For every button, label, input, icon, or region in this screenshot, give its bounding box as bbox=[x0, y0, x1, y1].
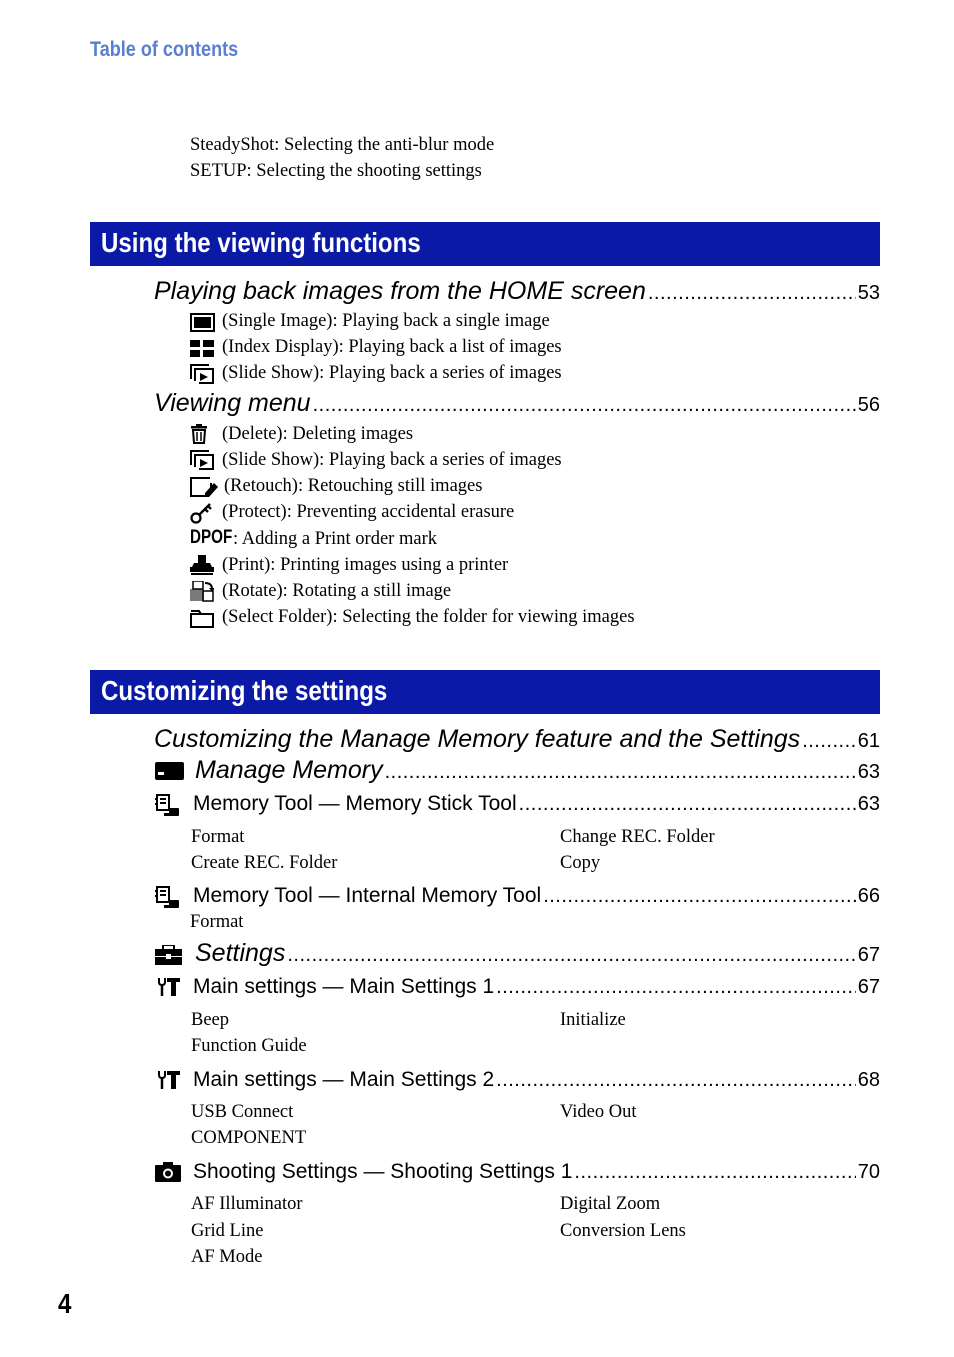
toc-subitem: Copy bbox=[560, 853, 601, 873]
toc-subitem: Beep bbox=[191, 1010, 230, 1030]
toc-subitem: Format bbox=[190, 912, 244, 932]
memory-card-icon bbox=[155, 762, 184, 780]
dot-leader bbox=[648, 282, 856, 305]
toc-subitem: Function Guide bbox=[191, 1036, 307, 1056]
page-number: 4 bbox=[58, 1288, 72, 1319]
dot-leader bbox=[496, 976, 856, 999]
toc-page-number: 53 bbox=[857, 282, 880, 304]
toc-subitem: Change REC. Folder bbox=[560, 827, 715, 847]
toc-subitem: (Slide Show): Playing back a series of images bbox=[222, 450, 562, 470]
toc-subitem: Video Out bbox=[560, 1102, 637, 1122]
single-image-icon bbox=[190, 313, 215, 332]
trash-icon bbox=[191, 424, 207, 444]
index-display-icon bbox=[190, 339, 214, 358]
toc-entry-title: Main settings — Main Settings 2 bbox=[193, 1068, 495, 1091]
memory-tool-icon bbox=[155, 794, 181, 818]
main-settings-icon bbox=[157, 977, 181, 997]
toc-entry-main-settings-2[interactable] bbox=[193, 1068, 880, 1092]
toc-subitem: Initialize bbox=[560, 1010, 626, 1030]
toc-entry-title: Viewing menu bbox=[154, 389, 311, 417]
toc-entry-title: Main settings — Main Settings 1 bbox=[193, 975, 495, 998]
toc-entry-title: Settings bbox=[195, 939, 286, 967]
toc-entry-title: Customizing the Manage Memory feature and the Settings bbox=[154, 725, 801, 753]
dot-leader bbox=[543, 885, 856, 908]
slide-show-icon bbox=[190, 450, 215, 471]
toc-page-number: 67 bbox=[857, 944, 880, 966]
dot-leader bbox=[496, 1069, 856, 1092]
toc-entry-title: Manage Memory bbox=[195, 756, 383, 784]
rotate-icon bbox=[190, 581, 214, 602]
slide-show-icon bbox=[190, 364, 215, 385]
toc-page-number: 56 bbox=[857, 394, 880, 416]
dot-leader bbox=[519, 793, 856, 816]
toc-entry-internal-memory-tool[interactable] bbox=[193, 884, 880, 908]
toc-page-number: 63 bbox=[857, 761, 880, 783]
dot-leader bbox=[802, 730, 856, 753]
toc-entry-viewing-menu[interactable] bbox=[154, 389, 880, 418]
section-title: Using the viewing functions bbox=[101, 227, 421, 258]
toc-subitem: (Slide Show): Playing back a series of images bbox=[222, 363, 562, 383]
toc-subitem: AF Mode bbox=[191, 1247, 263, 1267]
dot-leader bbox=[313, 394, 856, 417]
toc-subitem: Create REC. Folder bbox=[191, 853, 338, 873]
toc-page-number: 68 bbox=[857, 1069, 880, 1091]
dot-leader bbox=[574, 1161, 855, 1184]
toc-entry-manage-memory[interactable] bbox=[195, 756, 880, 785]
toc-subitem: AF Illuminator bbox=[191, 1194, 303, 1214]
dot-leader bbox=[385, 761, 856, 784]
toc-subitem: USB Connect bbox=[191, 1102, 294, 1122]
toolbox-icon bbox=[155, 945, 182, 966]
dot-leader bbox=[287, 944, 855, 967]
toc-page-number: 61 bbox=[857, 730, 880, 752]
folder-icon bbox=[190, 608, 214, 628]
toc-subitem: Digital Zoom bbox=[560, 1194, 661, 1214]
retouch-icon bbox=[190, 477, 219, 498]
section-title: Customizing the settings bbox=[101, 675, 388, 706]
toc-page-number: 63 bbox=[857, 793, 880, 815]
toc-subitem: (Select Folder): Selecting the folder for viewing images bbox=[222, 607, 635, 627]
page-header-title: Table of contents bbox=[90, 38, 239, 61]
toc-entry-settings[interactable] bbox=[195, 939, 880, 968]
toc-page-number: 67 bbox=[857, 976, 880, 998]
toc-subitem: (Single Image): Playing back a single image bbox=[222, 311, 550, 331]
toc-subitem: Grid Line bbox=[191, 1221, 264, 1241]
key-icon bbox=[190, 503, 212, 524]
toc-entry-memory-stick-tool[interactable] bbox=[193, 792, 880, 816]
toc-entry-customizing[interactable] bbox=[154, 725, 880, 754]
section-banner bbox=[90, 222, 880, 266]
toc-entry-title: Playing back images from the HOME screen bbox=[154, 277, 646, 305]
toc-entry-playing-back[interactable] bbox=[154, 277, 880, 306]
main-settings-icon bbox=[157, 1070, 181, 1090]
toc-subitem: (Rotate): Rotating a still image bbox=[222, 581, 452, 601]
toc-entry-main-settings-1[interactable] bbox=[193, 975, 880, 999]
memory-tool-icon bbox=[155, 886, 181, 910]
toc-subitem: (Retouch): Retouching still images bbox=[224, 476, 483, 496]
toc-page-number: 70 bbox=[857, 1161, 880, 1183]
toc-subitem: (Protect): Preventing accidental erasure bbox=[222, 502, 515, 522]
intro-line: SETUP: Selecting the shooting settings bbox=[190, 161, 482, 181]
toc-entry-title: Memory Tool — Internal Memory Tool bbox=[193, 884, 542, 907]
toc-page-number: 66 bbox=[857, 885, 880, 907]
print-icon bbox=[190, 555, 214, 576]
toc-entry-shooting-settings-1[interactable] bbox=[193, 1160, 880, 1184]
toc-subitem: Conversion Lens bbox=[560, 1221, 686, 1241]
camera-icon bbox=[155, 1162, 181, 1182]
toc-subitem: COMPONENT bbox=[191, 1128, 307, 1148]
toc-entry-title: Memory Tool — Memory Stick Tool bbox=[193, 792, 517, 815]
section-banner bbox=[90, 670, 880, 714]
dpof-icon: DPOF bbox=[190, 527, 233, 548]
toc-subitem: : Adding a Print order mark bbox=[233, 529, 437, 549]
toc-subitem: (Index Display): Playing back a list of images bbox=[222, 337, 562, 357]
intro-line: SteadyShot: Selecting the anti-blur mode bbox=[190, 135, 495, 155]
toc-subitem: (Delete): Deleting images bbox=[222, 424, 414, 444]
toc-entry-title: Shooting Settings — Shooting Settings 1 bbox=[193, 1160, 573, 1183]
toc-subitem: (Print): Printing images using a printer bbox=[222, 555, 509, 575]
toc-subitem: Format bbox=[191, 827, 245, 847]
